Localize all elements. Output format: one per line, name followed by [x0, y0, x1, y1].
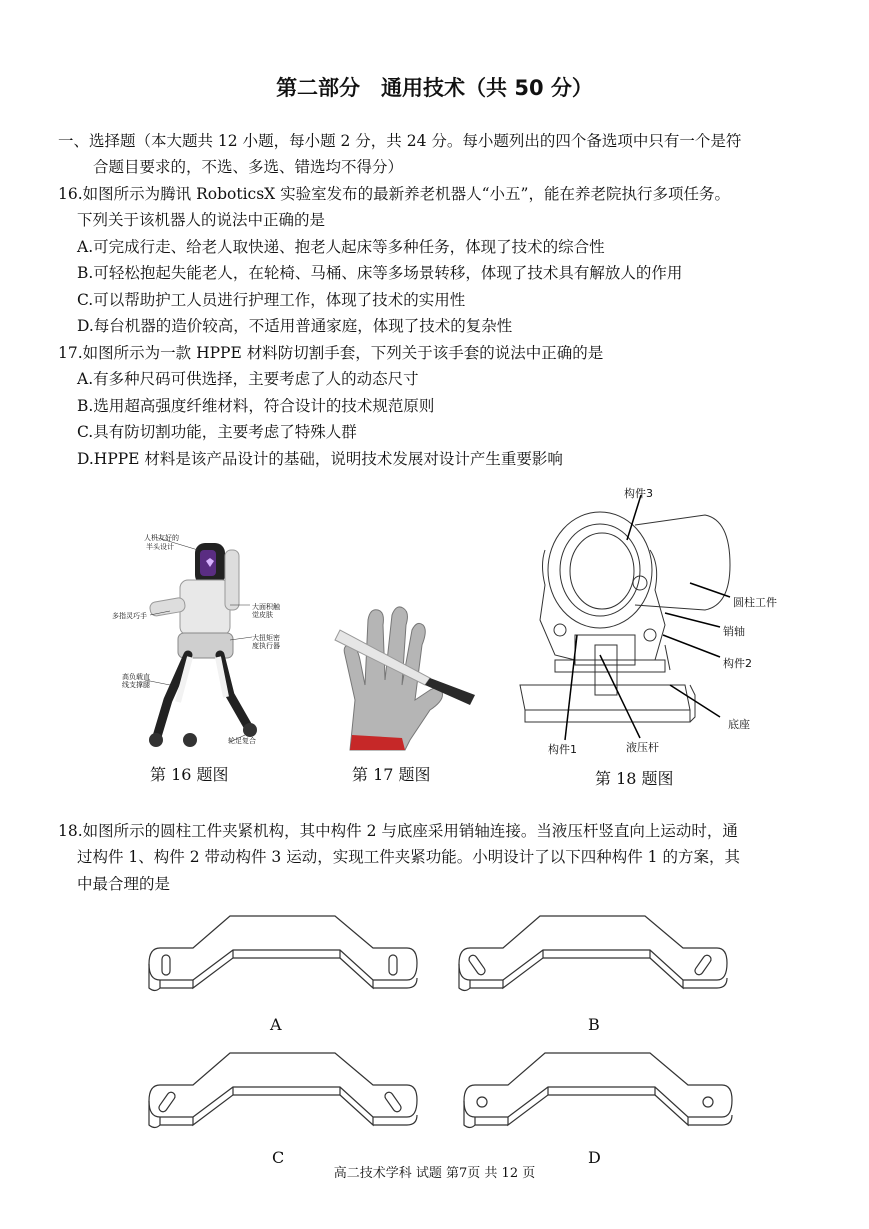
q16-stem-line2: 下列关于该机器人的说法中正确的是: [77, 211, 326, 229]
label-pin: 销轴: [723, 625, 745, 638]
choice-label-d: D: [588, 1148, 601, 1167]
option-d-part-drawing: [460, 1045, 735, 1135]
label-part1: 构件1: [548, 743, 577, 756]
q18-stem-line3: 中最合理的是: [77, 875, 171, 893]
q16-option-b: B.可轻松抱起失能老人，在轮椅、马桶、床等多场景转移，体现了技术具有解放人的作用: [77, 264, 683, 282]
fig16-caption: 第 16 题图: [150, 765, 229, 784]
q16-stem-line1: 16.如图所示为腾讯 RoboticsX 实验室发布的最新养老机器人“小五”，能在养老院执行多项任务。: [58, 185, 730, 203]
label-part2: 构件2: [723, 657, 752, 670]
q17-option-b: B.选用超高强度纤维材料，符合设计的技术规范原则: [77, 397, 435, 415]
choice-label-c: C: [272, 1148, 285, 1167]
part1-heading-line2: 合题目要求的，不选、多选、错选均不得分）: [93, 158, 404, 176]
label-hydraulic: 液压杆: [626, 741, 659, 754]
q18-stem-line2: 过构件 1、构件 2 带动构件 3 运动，实现工件夹紧功能。小明设计了以下四种构件 1 的方案，其: [77, 848, 740, 866]
option-a-part-drawing: [145, 908, 420, 998]
robot-label-skin-2: 觉皮肤: [252, 611, 273, 619]
fig18-caption: 第 18 题图: [595, 769, 674, 788]
robot-label-leg-1: 高负载直: [122, 673, 150, 681]
section-title: 第二部分 通用技术（共 50 分）: [276, 76, 593, 100]
part1-heading-line1: 一、选择题（本大题共 12 小题，每小题 2 分，共 24 分。每小题列出的四个备选项中只有一个是符: [58, 132, 742, 150]
robot-label-actuator-1: 大扭矩密: [252, 634, 280, 642]
q18-stem-line1: 18.如图所示的圆柱工件夹紧机构，其中构件 2 与底座采用销轴连接。当液压杆竖直向上运动时，通: [58, 822, 738, 840]
q17-option-d: D.HPPE 材料是该产品设计的基础，说明技术发展对设计产生重要影响: [77, 450, 563, 468]
label-part3: 构件3: [624, 487, 653, 500]
option-c-part-drawing: [145, 1045, 420, 1135]
robot-label-leg-2: 线支撑腿: [122, 681, 150, 689]
choice-label-a: A: [270, 1015, 282, 1034]
q17-stem: 17.如图所示为一款 HPPE 材料防切割手套，下列关于该手套的说法中正确的是: [58, 344, 604, 362]
robot-label-hand: 多指灵巧手: [112, 612, 147, 620]
fig17-caption: 第 17 题图: [352, 765, 431, 784]
label-cylinder: 圆柱工件: [733, 596, 777, 609]
robot-label-head-1: 人机友好的: [144, 534, 179, 542]
robot-label-head-2: 半头设计: [146, 543, 174, 551]
q17-option-c: C.具有防切割功能，主要考虑了特殊人群: [77, 423, 357, 441]
option-b-part-drawing: [455, 908, 730, 998]
label-base: 底座: [728, 718, 750, 731]
robot-label-skin-1: 大面积触: [252, 603, 280, 611]
q16-option-c: C.可以帮助护工人员进行护理工作，体现了技术的实用性: [77, 291, 466, 309]
robot-label-actuator-2: 度执行器: [252, 642, 280, 650]
q16-option-d: D.每台机器的造价较高，不适用普通家庭，体现了技术的复杂性: [77, 317, 513, 335]
page-footer: 高二技术学科 试题 第7页 共 12 页: [333, 1166, 536, 1181]
q17-option-a: A.有多种尺码可供选择，主要考虑了人的动态尺寸: [77, 370, 419, 388]
choice-label-b: B: [588, 1015, 600, 1034]
robot-label-wheel: 轮足复合: [228, 737, 256, 745]
glove-figure: [330, 600, 480, 755]
q16-option-a: A.可完成行走、给老人取快递、抱老人起床等多种任务，体现了技术的综合性: [77, 238, 605, 256]
